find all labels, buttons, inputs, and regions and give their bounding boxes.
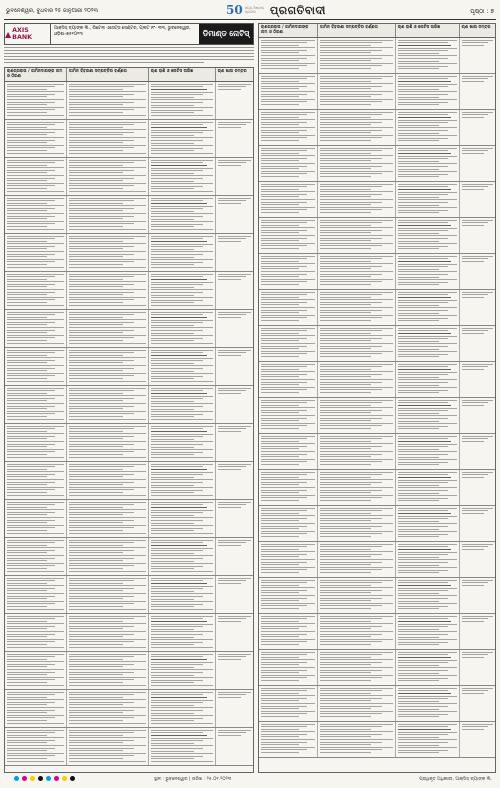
table-cell xyxy=(460,326,495,361)
table-cell xyxy=(396,650,460,685)
registration-dot-icon xyxy=(70,776,75,781)
table-cell xyxy=(318,650,396,685)
anniversary-logo xyxy=(226,4,267,16)
table-cell xyxy=(67,348,149,385)
table-cell xyxy=(318,74,396,109)
table-cell xyxy=(259,110,318,145)
table-cell xyxy=(149,158,216,195)
table-cell xyxy=(5,728,67,765)
table-row xyxy=(5,728,253,766)
table-cell xyxy=(149,120,216,157)
table-cell xyxy=(216,196,253,233)
table-cell xyxy=(67,652,149,689)
table-cell xyxy=(259,218,318,253)
table-row xyxy=(259,326,495,362)
table-cell xyxy=(216,272,253,309)
table-row xyxy=(259,38,495,74)
registration-dot-icon xyxy=(22,776,27,781)
table-cell xyxy=(460,650,495,685)
table-row xyxy=(5,690,253,728)
table-cell xyxy=(318,218,396,253)
table-row xyxy=(259,254,495,290)
notice-header xyxy=(4,23,254,45)
table-cell xyxy=(67,576,149,613)
table-cell xyxy=(67,310,149,347)
table-cell xyxy=(216,310,253,347)
registration-dot-icon xyxy=(46,776,51,781)
table-cell xyxy=(396,434,460,469)
table-cell xyxy=(5,652,67,689)
table-row xyxy=(259,542,495,578)
table-cell xyxy=(149,348,216,385)
table-row xyxy=(5,614,253,652)
table-cell xyxy=(216,234,253,271)
notice-table-right xyxy=(258,23,496,773)
table-cell xyxy=(216,120,253,157)
footer-signatory: ପ୍ରାଧିକୃତ ଅଧିକାରୀ, ଆକ୍ସିସ୍ ବ୍ୟାଙ୍କ ଲି. xyxy=(419,777,492,782)
page-number: ପୃଷ୍ଠା : ୭ xyxy=(470,8,494,15)
table-cell xyxy=(318,362,396,397)
table-cell xyxy=(259,38,318,73)
table-cell xyxy=(259,578,318,613)
table-cell xyxy=(259,614,318,649)
table-cell xyxy=(67,728,149,765)
table-cell xyxy=(149,386,216,423)
table-cell xyxy=(259,398,318,433)
table-cell xyxy=(396,506,460,541)
table-row xyxy=(259,110,495,146)
table-cell xyxy=(318,506,396,541)
table-cell xyxy=(396,110,460,145)
registration-marks xyxy=(14,776,78,781)
table-row xyxy=(259,398,495,434)
table-cell xyxy=(318,722,396,757)
table-row xyxy=(259,434,495,470)
header-amount: ଋଣ ରାଶି ଓ ନୋଟିସ ତାରିଖ xyxy=(149,68,216,81)
table-cell xyxy=(396,38,460,73)
table-cell xyxy=(460,110,495,145)
table-row xyxy=(5,310,253,348)
table-cell xyxy=(67,462,149,499)
table-cell xyxy=(5,82,67,119)
header-account: ଋଣ ଖାତା ନମ୍ବର xyxy=(461,24,491,29)
table-cell xyxy=(460,182,495,217)
table-cell xyxy=(396,722,460,757)
table-cell xyxy=(259,362,318,397)
registration-dot-icon xyxy=(54,776,59,781)
footer-place-date: ସ୍ଥାନ : ଭୁବନେଶ୍ୱର | ତାରିଖ : ୨୫.୦୧.୨୦୨୩ xyxy=(154,777,232,782)
table-row xyxy=(5,500,253,538)
table-cell xyxy=(216,500,253,537)
table-cell xyxy=(396,290,460,325)
table-cell xyxy=(149,196,216,233)
table-row xyxy=(259,614,495,650)
header-property: ଜାମିନ ବିବରଣୀ ସମ୍ପତ୍ତିର ବର୍ଣ୍ଣନା xyxy=(318,24,396,37)
table-cell xyxy=(460,290,495,325)
masthead xyxy=(4,3,496,20)
table-cell xyxy=(318,470,396,505)
table-rows-right xyxy=(259,38,495,758)
table-cell xyxy=(259,74,318,109)
notice-table-left xyxy=(4,67,254,773)
table-cell xyxy=(460,74,495,109)
registration-dot-icon xyxy=(38,776,43,781)
table-row xyxy=(259,506,495,542)
table-cell xyxy=(259,146,318,181)
table-cell xyxy=(396,182,460,217)
table-cell xyxy=(396,542,460,577)
table-cell xyxy=(318,578,396,613)
table-cell xyxy=(5,462,67,499)
table-cell xyxy=(259,686,318,721)
table-cell xyxy=(67,424,149,461)
table-cell xyxy=(396,218,460,253)
table-cell xyxy=(149,652,216,689)
table-row xyxy=(259,722,495,758)
header-account: ଋଣ ଖାତା ନମ୍ବର xyxy=(217,68,247,73)
table-cell xyxy=(5,538,67,575)
axis-triangle-icon: ▲ xyxy=(5,29,12,39)
table-cell xyxy=(5,120,67,157)
table-row xyxy=(5,538,253,576)
table-cell xyxy=(318,146,396,181)
bank-logo xyxy=(5,24,51,44)
table-row xyxy=(5,158,253,196)
table-cell xyxy=(259,506,318,541)
table-cell xyxy=(5,310,67,347)
table-cell xyxy=(259,290,318,325)
table-cell xyxy=(5,614,67,651)
notice-title: ଡିମାଣ୍ଡ ନୋଟିସ୍ xyxy=(199,24,253,44)
table-cell xyxy=(67,120,149,157)
table-row xyxy=(259,650,495,686)
table-cell xyxy=(460,686,495,721)
table-cell xyxy=(149,500,216,537)
table-cell xyxy=(216,652,253,689)
table-cell xyxy=(259,434,318,469)
table-cell xyxy=(149,614,216,651)
table-cell xyxy=(67,158,149,195)
table-row xyxy=(259,74,495,110)
table-cell xyxy=(396,614,460,649)
newspaper-page xyxy=(4,3,496,783)
table-cell xyxy=(149,82,216,119)
table-row xyxy=(5,424,253,462)
bank-name: AXIS BANK xyxy=(12,27,32,41)
table-cell xyxy=(216,538,253,575)
table-cell xyxy=(67,386,149,423)
table-row xyxy=(259,218,495,254)
table-cell xyxy=(318,182,396,217)
table-cell xyxy=(460,398,495,433)
table-cell xyxy=(318,254,396,289)
table-row xyxy=(259,146,495,182)
fifty-years-icon: 50 xyxy=(226,3,243,17)
page-footer xyxy=(4,775,496,783)
table-row xyxy=(5,234,253,272)
issue-date: ଭୁବନେଶ୍ୱର, ବୁଧବାର ୨୫ ଜାନୁଆରୀ ୨୦୨୩ xyxy=(6,8,98,14)
table-cell xyxy=(216,576,253,613)
table-cell xyxy=(216,462,253,499)
table-cell xyxy=(5,386,67,423)
table-cell xyxy=(149,690,216,727)
table-cell xyxy=(396,686,460,721)
table-cell xyxy=(216,158,253,195)
table-cell xyxy=(460,722,495,757)
table-cell xyxy=(460,254,495,289)
table-cell xyxy=(259,326,318,361)
table-cell xyxy=(149,728,216,765)
table-cell xyxy=(259,182,318,217)
table-cell xyxy=(396,254,460,289)
table-row xyxy=(5,576,253,614)
table-row xyxy=(5,652,253,690)
table-row xyxy=(259,362,495,398)
table-row xyxy=(5,462,253,500)
table-cell xyxy=(216,728,253,765)
table-cell xyxy=(460,146,495,181)
table-cell xyxy=(460,38,495,73)
table-cell xyxy=(318,614,396,649)
table-cell xyxy=(318,326,396,361)
table-cell xyxy=(318,542,396,577)
table-cell xyxy=(460,506,495,541)
table-cell xyxy=(67,690,149,727)
table-header xyxy=(5,68,253,82)
table-cell xyxy=(216,348,253,385)
table-cell xyxy=(149,576,216,613)
table-cell xyxy=(216,82,253,119)
table-cell xyxy=(149,424,216,461)
table-cell xyxy=(460,614,495,649)
table-cell xyxy=(5,348,67,385)
table-cell xyxy=(5,234,67,271)
table-cell xyxy=(460,578,495,613)
table-cell xyxy=(5,576,67,613)
paper-name: ପ୍ରଗତିବାଦୀ xyxy=(270,4,326,17)
table-cell xyxy=(318,686,396,721)
table-cell xyxy=(5,272,67,309)
table-cell xyxy=(149,234,216,271)
header-borrower: ଋଣଗ୍ରହୀତା / ଜାମିନଦାରଙ୍କ ନାମ ଓ ଠିକଣା xyxy=(5,68,67,81)
table-cell xyxy=(5,690,67,727)
table-cell xyxy=(396,326,460,361)
bank-address: ଆକ୍ସିସ୍ ବ୍ୟାଙ୍କ ଲି., ରିଟେଲ ଏସେଟ୍ସ ସେଣ୍ଟର, ପ୍ଲଟ ନଂ- ୩୩, ଭୁବନେଶ୍ୱର, ଓଡ଼ିଶା-୭୫୧୦୧୩ xyxy=(54,26,191,37)
table-cell xyxy=(259,254,318,289)
table-cell xyxy=(460,542,495,577)
table-cell xyxy=(67,614,149,651)
header-borrower: ଋଣଗ୍ରହୀତା / ଜାମିନଦାରଙ୍କ ନାମ ଓ ଠିକଣା xyxy=(259,24,318,37)
table-row xyxy=(5,386,253,424)
table-cell xyxy=(149,538,216,575)
table-row xyxy=(5,348,253,386)
table-row xyxy=(5,82,253,120)
table-cell xyxy=(259,470,318,505)
table-cell xyxy=(460,470,495,505)
logo-tagline: ସତ୍ୟ ନିଷ୍ଠାର ପ୍ରତୀକ xyxy=(244,6,265,14)
table-cell xyxy=(396,74,460,109)
table-row xyxy=(259,578,495,614)
table-cell xyxy=(216,424,253,461)
table-cell xyxy=(396,470,460,505)
table-cell xyxy=(149,310,216,347)
table-row xyxy=(259,290,495,326)
table-cell xyxy=(318,290,396,325)
table-cell xyxy=(5,196,67,233)
table-row xyxy=(259,470,495,506)
table-cell xyxy=(5,424,67,461)
table-cell xyxy=(5,158,67,195)
table-cell xyxy=(460,218,495,253)
table-cell xyxy=(318,398,396,433)
table-cell xyxy=(318,38,396,73)
table-cell xyxy=(67,500,149,537)
table-cell xyxy=(67,538,149,575)
table-cell xyxy=(460,434,495,469)
table-cell xyxy=(149,462,216,499)
table-cell xyxy=(216,614,253,651)
table-cell xyxy=(318,434,396,469)
table-rows-left xyxy=(5,82,253,766)
header-property: ଜାମିନ ବିବରଣୀ ସମ୍ପତ୍ତିର ବର୍ଣ୍ଣନା xyxy=(67,68,149,81)
table-cell xyxy=(259,542,318,577)
table-cell xyxy=(396,398,460,433)
table-row xyxy=(5,272,253,310)
table-row xyxy=(5,120,253,158)
table-cell xyxy=(216,690,253,727)
table-cell xyxy=(259,722,318,757)
table-cell xyxy=(396,362,460,397)
table-cell xyxy=(67,82,149,119)
table-cell xyxy=(396,146,460,181)
table-row xyxy=(5,196,253,234)
registration-dot-icon xyxy=(14,776,19,781)
notice-intro-text xyxy=(4,47,254,65)
header-amount: ଋଣ ରାଶି ଓ ନୋଟିସ ତାରିଖ xyxy=(396,24,460,37)
table-cell xyxy=(259,650,318,685)
table-cell xyxy=(396,578,460,613)
table-cell xyxy=(460,362,495,397)
table-row xyxy=(259,182,495,218)
registration-dot-icon xyxy=(62,776,67,781)
table-cell xyxy=(67,234,149,271)
table-row xyxy=(259,686,495,722)
table-header xyxy=(259,24,495,38)
table-cell xyxy=(318,110,396,145)
table-cell xyxy=(149,272,216,309)
table-cell xyxy=(5,500,67,537)
table-cell xyxy=(216,386,253,423)
registration-dot-icon xyxy=(30,776,35,781)
table-cell xyxy=(67,272,149,309)
table-cell xyxy=(67,196,149,233)
